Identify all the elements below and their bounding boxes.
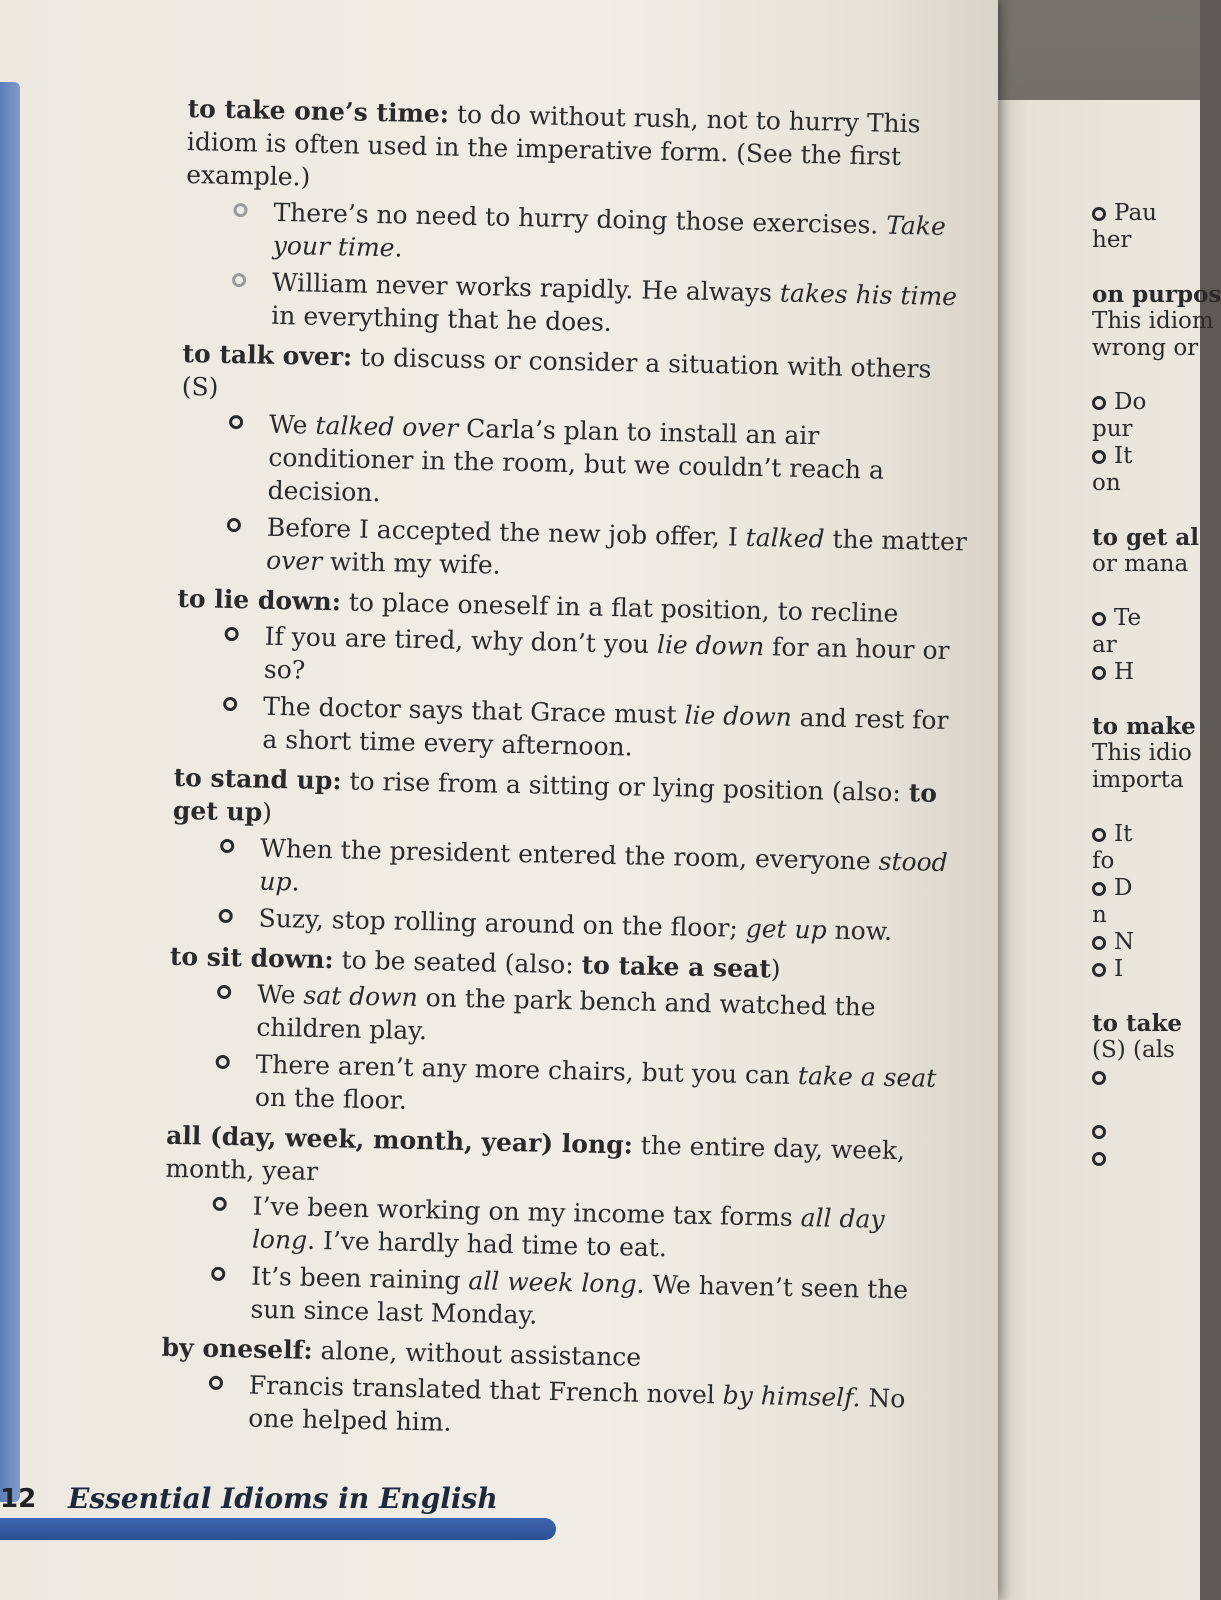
right-page-line: [1092, 767, 1202, 794]
circle-bullet-icon: [232, 273, 246, 287]
right-page-line-text: Pau: [1114, 200, 1157, 226]
right-page-line: [1092, 929, 1202, 956]
circle-bullet-icon: [1092, 1152, 1106, 1166]
example-text: It’s been raining: [250, 1261, 469, 1296]
circle-bullet-icon: [1092, 207, 1106, 221]
right-page-line: [1092, 1145, 1202, 1172]
right-page-line: [1092, 1064, 1202, 1091]
example-text: We: [268, 409, 316, 440]
example-text: The doctor says that Grace must: [262, 691, 685, 730]
page-footer: [0, 1480, 600, 1520]
right-page-line-text: to take: [1092, 1010, 1183, 1037]
right-page-line-text: to get al: [1092, 524, 1199, 551]
right-page-line: [1092, 362, 1202, 389]
example-idiom: Take your time: [272, 210, 947, 263]
right-page-line-text: her: [1092, 227, 1132, 253]
example-idiom: all day long: [251, 1203, 885, 1255]
right-page-line: [1092, 416, 1202, 443]
idiom-term: to lie down:: [177, 583, 342, 617]
idiom-term: to talk over:: [182, 338, 353, 372]
example-text: the matter: [824, 524, 968, 557]
circle-bullet-icon: [1092, 882, 1106, 896]
example-text: in everything that he does.: [271, 300, 613, 337]
example-sentence: [267, 408, 971, 522]
right-page-line: [1092, 1037, 1202, 1064]
right-page-line: [1092, 983, 1202, 1010]
example-text: Francis translated that French novel: [248, 1370, 724, 1410]
example-text: . I’ve hardly had time to eat.: [306, 1225, 668, 1263]
example-text: and rest for a short time every afternoon.: [262, 702, 949, 762]
example-sentence: [255, 1048, 958, 1129]
example-sentence: [248, 1369, 951, 1450]
example-idiom: stood up: [259, 846, 948, 897]
right-page-text: [1092, 200, 1221, 1172]
example-idiom: all week long: [468, 1266, 637, 1299]
right-page-line: [1092, 632, 1202, 659]
example-idiom: talked over: [315, 410, 459, 443]
right-page-line-text: H: [1114, 659, 1135, 685]
idiom-term: by oneself:: [161, 1332, 313, 1365]
right-page-line: [1092, 578, 1202, 605]
example-idiom: get up: [745, 913, 827, 945]
example-sentence: [264, 620, 967, 701]
circle-bullet-icon: [213, 1197, 227, 1211]
example-text: with my wife.: [321, 546, 501, 580]
right-page-line: [1092, 902, 1202, 929]
idiom-term: to sit down:: [169, 941, 335, 975]
right-page-line: [1092, 848, 1202, 875]
right-page-line: [1092, 497, 1202, 524]
example-text: Suzy, stop rolling around on the floor;: [258, 903, 747, 943]
right-page-line-text: pur: [1092, 416, 1133, 442]
circle-bullet-icon: [1092, 450, 1106, 464]
idiom-term: all (day, week, month, year) long:: [165, 1120, 634, 1160]
right-page-line-text: It: [1114, 821, 1133, 847]
right-page-line: [1092, 659, 1202, 686]
right-page-line-text: Do: [1114, 389, 1147, 415]
right-page-line: [1092, 389, 1202, 416]
example-text: There aren’t any more chairs, but you can: [255, 1049, 799, 1090]
example-idiom: talked: [745, 522, 825, 554]
example-sentence: [256, 978, 959, 1059]
right-page-line: [1092, 1010, 1202, 1037]
idiom-entry: [183, 92, 978, 346]
right-page-line-text: n: [1092, 902, 1107, 928]
right-page-line: [1092, 443, 1202, 470]
footer-bar: [0, 1518, 556, 1540]
right-page-line: [1092, 308, 1214, 335]
example-idiom: lie down: [684, 700, 793, 732]
idiom-heading: [173, 761, 964, 844]
example-text: on the floor.: [254, 1082, 408, 1115]
page-number: 12: [0, 1484, 37, 1514]
right-page-line: [1092, 1091, 1202, 1118]
right-page-line: [1092, 470, 1202, 497]
idiom-entry: [160, 1331, 952, 1450]
circle-bullet-icon: [233, 203, 247, 217]
right-page-line: [1092, 335, 1202, 362]
idiom-list: [160, 92, 978, 1456]
right-page-line: [1092, 686, 1202, 713]
idiom-entry: [178, 337, 973, 591]
example-idiom: over: [265, 545, 323, 576]
circle-bullet-icon: [1092, 828, 1106, 842]
right-page-line: [1092, 821, 1202, 848]
idiom-alt-term: to get up: [172, 778, 938, 827]
example-sentence: [252, 1190, 955, 1271]
idiom-entry: [167, 940, 960, 1129]
idiom-heading: [186, 92, 978, 208]
right-page-line: [1092, 551, 1202, 578]
right-page-line: [1092, 254, 1202, 281]
circle-bullet-icon: [1092, 1125, 1106, 1139]
circle-bullet-icon: [1092, 612, 1106, 626]
right-page-line-text: (S) (als: [1092, 1037, 1175, 1063]
idiom-alt-term: to take a seat: [581, 950, 772, 984]
right-page-line-text: ar: [1092, 632, 1117, 658]
right-page-line: [1092, 875, 1202, 902]
example-sentence: [250, 1260, 953, 1341]
idiom-definition-end: ): [770, 954, 781, 984]
example-text: now.: [826, 915, 893, 946]
example-text: William never works rapidly. He always: [271, 267, 781, 308]
right-page-line-text: on purpos: [1092, 281, 1221, 308]
idiom-definition: to place oneself in a flat position, to recline: [340, 587, 899, 628]
circle-bullet-icon: [219, 909, 233, 923]
right-page-line-text: on: [1092, 470, 1121, 496]
right-page-line: [1092, 1118, 1202, 1145]
example-text: for an hour or so?: [263, 632, 950, 685]
right-page-line-text: N: [1114, 929, 1135, 955]
right-page-line-text: It: [1114, 443, 1133, 469]
example-text: We: [256, 979, 304, 1010]
circle-bullet-icon: [1092, 963, 1106, 977]
right-page-line-text: This idio: [1092, 740, 1192, 766]
right-page-line-text: This idiom: [1092, 308, 1214, 334]
right-page-line-text: to make: [1092, 713, 1196, 740]
right-page-line: [1092, 740, 1202, 767]
example-text: Before I accepted the new job offer, I: [266, 512, 747, 552]
idiom-definition: to discuss or consider a situation with others (S): [181, 342, 932, 402]
circle-bullet-icon: [1092, 666, 1106, 680]
circle-bullet-icon: [1092, 396, 1106, 410]
example-idiom: by himself.: [722, 1380, 861, 1413]
right-page-line-text: Te: [1114, 605, 1142, 631]
example-text: on the park bench and watched the children play.: [256, 983, 876, 1046]
right-page-line-text: importa: [1092, 767, 1184, 793]
idiom-entry: [174, 582, 967, 771]
circle-bullet-icon: [1092, 1071, 1106, 1085]
right-page-line: [1092, 794, 1202, 821]
example-text: Carla’s plan to install an air conditioner in the room, but we couldn’t reach a decision.: [267, 413, 885, 508]
circle-bullet-icon: [220, 839, 234, 853]
example-idiom: take a seat: [797, 1060, 937, 1093]
example-text: .: [291, 867, 300, 897]
circle-bullet-icon: [216, 1055, 230, 1069]
circle-bullet-icon: [209, 1376, 223, 1390]
idiom-definition: to rise from a sitting or lying position (also:: [341, 766, 910, 808]
circle-bullet-icon: [223, 697, 237, 711]
example-text: I’ve been working on my income tax forms: [252, 1191, 802, 1233]
example-text: .: [394, 233, 403, 263]
right-page-line: [1092, 605, 1202, 632]
example-idiom: takes his time: [779, 278, 958, 312]
example-idiom: lie down: [656, 629, 765, 662]
example-text: If you are tired, why don’t you: [264, 621, 658, 659]
circle-bullet-icon: [211, 1267, 225, 1281]
right-page-line-text: D: [1114, 875, 1133, 901]
idiom-heading: [165, 1119, 956, 1202]
right-page-line: [1092, 524, 1202, 551]
circle-bullet-icon: [229, 415, 243, 429]
circle-bullet-icon: [217, 985, 231, 999]
right-page-line-text: or mana: [1092, 551, 1189, 577]
example-sentence: [271, 266, 974, 347]
right-page-line-text: fo: [1092, 848, 1115, 874]
left-edge-tab: [0, 82, 20, 1502]
idiom-term: to take one’s time:: [187, 93, 450, 129]
idiom-definition: to do without rush, not to hurry This idiom is often used in the imperative form. (See the first example.): [185, 99, 921, 192]
circle-bullet-icon: [227, 518, 241, 532]
example-sentence: [266, 511, 969, 592]
idiom-entry: [162, 1119, 956, 1340]
idiom-entry: [170, 761, 963, 950]
right-page-line: [1092, 281, 1221, 308]
right-page-line: [1092, 956, 1202, 983]
right-page-line: [1092, 227, 1202, 254]
idiom-definition: alone, without assistance: [312, 1335, 642, 1372]
right-page-line-text: I: [1114, 956, 1124, 982]
circle-bullet-icon: [1092, 936, 1106, 950]
right-page-line: [1092, 713, 1202, 740]
idiom-heading: [181, 337, 972, 420]
right-page-line: [1092, 200, 1202, 227]
example-sentence: [262, 690, 965, 771]
idiom-definition-end: ): [261, 797, 273, 827]
example-sentence: [272, 196, 975, 277]
idiom-definition: the entire day, week, month, year: [165, 1130, 906, 1186]
example-text: When the president entered the room, everyone: [259, 833, 880, 876]
circle-bullet-icon: [225, 627, 239, 641]
idiom-definition: to be seated (also:: [333, 945, 582, 980]
example-sentence: [259, 832, 962, 913]
example-text: No one helped him.: [247, 1383, 906, 1437]
example-idiom: sat down: [303, 980, 419, 1013]
example-text: . We haven’t seen the sun since last Monday.: [250, 1269, 909, 1330]
example-text: There’s no need to hurry doing those exercises.: [273, 197, 887, 240]
right-page-line-text: wrong or: [1092, 335, 1199, 361]
book-title: Essential Idioms in English: [68, 1482, 498, 1515]
idiom-term: to stand up:: [173, 762, 342, 796]
